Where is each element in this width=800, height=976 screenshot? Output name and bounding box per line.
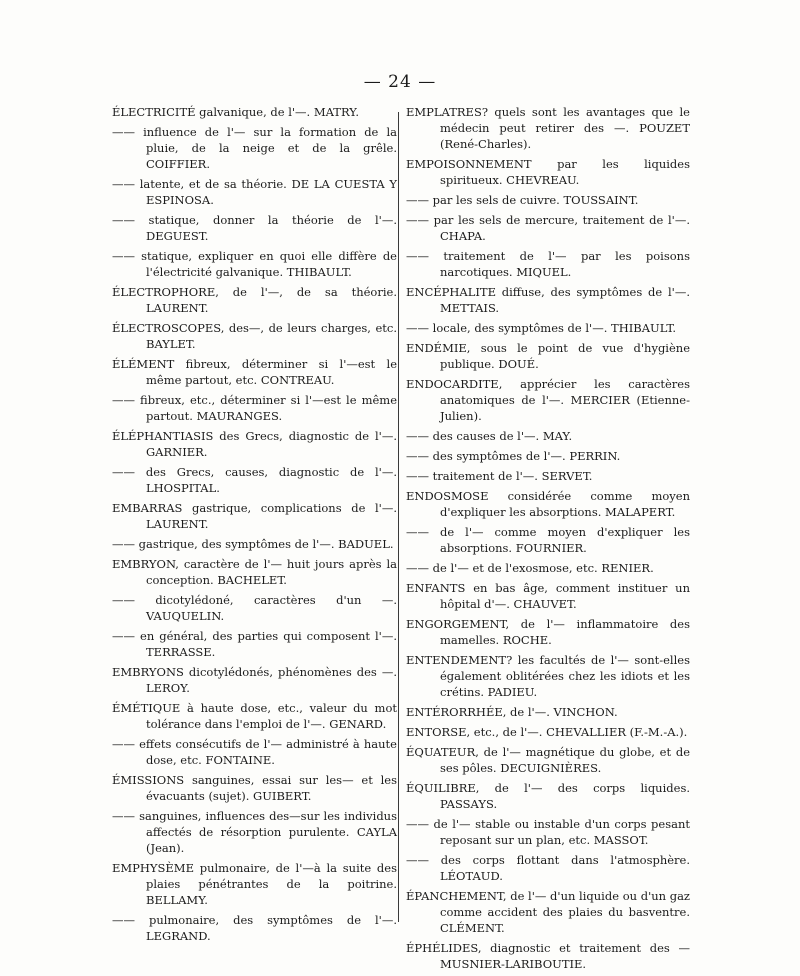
index-entry: —— de l'— stable ou instable d'un corps pesant reposant sur un plan, etc. MASSOT.: [406, 817, 690, 847]
index-entry: ENDÉMIE, sous le point de vue d'hygiène publique. DOUÉ.: [406, 341, 690, 371]
index-entry: EMPOISONNEMENT par les liquides spiritueux. CHEVREAU.: [406, 157, 690, 187]
left-column: [112, 104, 397, 948]
index-entry: —— latente, et de sa théorie. DE LA CUESTA Y ESPINOSA.: [112, 177, 397, 207]
index-entry: ÉLECTROPHORE, de l'—, de sa théorie. LAURENT.: [112, 285, 397, 315]
index-entry: —— influence de l'— sur la formation de la pluie, de la neige et de la grêle. COIFFIER.: [112, 125, 397, 171]
index-entry: ENGORGEMENT, de l'— inflammatoire des mamelles. ROCHE.: [406, 617, 690, 647]
index-entry: EMPLATRES? quels sont les avantages que le médecin peut retirer des —. POUZET (René-Charles).: [406, 105, 690, 151]
index-entry: ENCÉPHALITE diffuse, des symptômes de l'—. METTAIS.: [406, 285, 690, 315]
column-divider: [398, 112, 399, 922]
index-entry: —— statique, expliquer en quoi elle diffère de l'électricité galvanique. THIBAULT.: [112, 249, 397, 279]
index-entry: —— traitement de l'— par les poisons narcotiques. MIQUEL.: [406, 249, 690, 279]
index-entry: ÉLÉPHANTIASIS des Grecs, diagnostic de l'—. GARNIER.: [112, 429, 397, 459]
index-entry: —— des Grecs, causes, diagnostic de l'—. LHOSPITAL.: [112, 465, 397, 495]
index-entry: —— gastrique, des symptômes de l'—. BADUEL.: [112, 537, 394, 551]
index-entry: —— traitement de l'—. SERVET.: [406, 469, 593, 483]
index-entry: —— des symptômes de l'—. PERRIN.: [406, 449, 621, 463]
index-entry: EMPHYSÈME pulmonaire, de l'—à la suite des plaies pénétrantes de la poitrine. BELLAMY.: [112, 861, 397, 907]
index-entry: ÉQUILIBRE, de l'— des corps liquides. PASSAYS.: [406, 781, 690, 811]
index-entry: ENFANTS en bas âge, comment instituer un hôpital d'—. CHAUVET.: [406, 581, 690, 611]
page-number: — 24 —: [363, 72, 437, 92]
index-entry: —— par les sels de cuivre. TOUSSAINT.: [406, 193, 639, 207]
index-entry: ENDOSMOSE considérée comme moyen d'expliquer les absorptions. MALAPERT.: [406, 489, 690, 519]
index-entry: ENDOCARDITE, apprécier les caractères anatomiques de l'—. MERCIER (Etienne-Julien).: [406, 377, 690, 423]
index-entry: ENTORSE, etc., de l'—. CHEVALLIER (F.-M.-A.).: [406, 725, 688, 739]
index-entry: ENTÉRORRHÉE, de l'—. VINCHON.: [406, 705, 618, 719]
index-entry: ÉPANCHEMENT, de l'— d'un liquide ou d'un gaz comme accident des plaies du basventre. CLÉMENT.: [406, 889, 690, 935]
index-entry: —— des causes de l'—. MAY.: [406, 429, 573, 443]
index-entry: ÉPHÉLIDES, diagnostic et traitement des — MUSNIER-LARIBOUTIE.: [406, 941, 690, 971]
index-entry: ÉLÉMENT fibreux, déterminer si l'—est le même partout, etc. CONTREAU.: [112, 357, 397, 387]
index-entry: —— effets consécutifs de l'— administré à haute dose, etc. FONTAINE.: [112, 737, 397, 767]
right-column: [406, 104, 690, 976]
index-entry: EMBRYON, caractère de l'— huit jours après la conception. BACHELET.: [112, 557, 397, 587]
index-entry: —— de l'— comme moyen d'expliquer les absorptions. FOURNIER.: [406, 525, 690, 555]
index-entry: ÉLECTROSCOPES, des—, de leurs charges, etc. BAYLET.: [112, 321, 397, 351]
index-entry: —— dicotylédoné, caractères d'un —. VAUQUELIN.: [112, 593, 397, 623]
index-entry: ENTENDEMENT? les facultés de l'— sont-elles également oblitérées chez les idiots et les crétins. PADIEU.: [406, 653, 690, 699]
index-entry: —— des corps flottant dans l'atmosphère. LÉOTAUD.: [406, 853, 690, 883]
index-entry: —— fibreux, etc., déterminer si l'—est le même partout. MAURANGES.: [112, 393, 397, 423]
index-entry: —— en général, des parties qui composent l'—. TERRASSE.: [112, 629, 397, 659]
index-entry: —— locale, des symptômes de l'—. THIBAULT.: [406, 321, 677, 335]
index-entry: —— statique, donner la théorie de l'—. DEGUEST.: [112, 213, 397, 243]
index-entry: ÉQUATEUR, de l'— magnétique du globe, et de ses pôles. DECUIGNIÈRES.: [406, 745, 690, 775]
index-entry: —— de l'— et de l'exosmose, etc. RENIER.: [406, 561, 654, 575]
index-entry: EMBRYONS dicotylédonés, phénomènes des —. LEROY.: [112, 665, 397, 695]
index-entry: —— pulmonaire, des symptômes de l'—. LEGRAND.: [112, 913, 397, 943]
index-entry: ÉLECTRICITÉ galvanique, de l'—. MATRY.: [112, 105, 360, 119]
index-entry: ÉMISSIONS sanguines, essai sur les— et les évacuants (sujet). GUIBERT.: [112, 773, 397, 803]
index-entry: ÉMÉTIQUE à haute dose, etc., valeur du mot tolérance dans l'emploi de l'—. GENARD.: [112, 701, 397, 731]
index-entry: —— sanguines, influences des—sur les individus affectés de résorption purulente. CAYLA (Jean).: [112, 809, 397, 855]
index-entry: —— par les sels de mercure, traitement de l'—. CHAPA.: [406, 213, 690, 243]
index-entry: EMBARRAS gastrique, complications de l'—. LAURENT.: [112, 501, 397, 531]
